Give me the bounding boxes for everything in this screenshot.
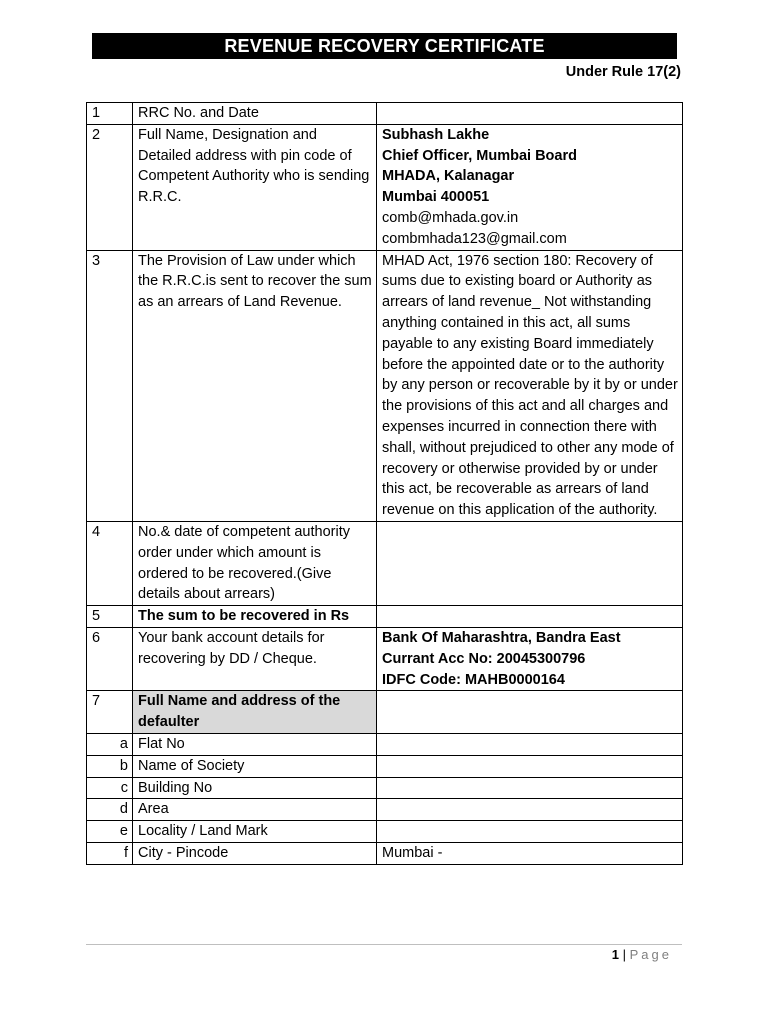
subrow-value bbox=[377, 821, 683, 843]
subrow-label: Flat No bbox=[133, 733, 377, 755]
row-number: 7 bbox=[87, 691, 133, 734]
table-row bbox=[87, 250, 683, 521]
page-word: Page bbox=[629, 947, 672, 962]
subrow-label: City - Pincode bbox=[133, 842, 377, 864]
row-number: 2 bbox=[87, 124, 133, 250]
table-row bbox=[87, 691, 683, 734]
law-provision-text: MHAD Act, 1976 section 180: Recovery of sums due to existing board or Authority as arrears of land revenue_ Not withstanding anything contained in this act, all sums payable to any existing Board immediately before the appointed date or to the authority by any person or recoverable by it by or under the provisions of this act and all charges and expenses incurred in connection there with shall, without prejudiced to other any mode of recovery or otherwise provided by or under this act, be recoverable as arrears of land revenue on this application of the authority. bbox=[377, 250, 683, 521]
subrow-letter: d bbox=[87, 799, 133, 821]
footer-divider bbox=[86, 944, 682, 945]
row-value bbox=[377, 103, 683, 125]
table-row bbox=[87, 606, 683, 628]
certificate-table bbox=[86, 102, 683, 865]
table-subrow bbox=[87, 821, 683, 843]
authority-address: MHADA, Kalanagar bbox=[382, 168, 515, 185]
subrow-letter: e bbox=[87, 821, 133, 843]
subrow-value: Mumbai - bbox=[377, 842, 683, 864]
row-label: RRC No. and Date bbox=[133, 103, 377, 125]
bank-account: Currant Acc No: 20045300796 bbox=[382, 650, 586, 667]
table-subrow bbox=[87, 733, 683, 755]
authority-details bbox=[377, 124, 683, 250]
row-label: Full Name, Designation and Detailed address with pin code of Competent Authority who is sending R.R.C. bbox=[133, 124, 377, 250]
authority-name: Subhash Lakhe bbox=[382, 126, 490, 143]
bank-details bbox=[377, 627, 683, 690]
row-label: The sum to be recovered in Rs bbox=[133, 606, 377, 628]
subrow-letter: f bbox=[87, 842, 133, 864]
subrow-letter: a bbox=[87, 733, 133, 755]
authority-email-primary: comb@mhada.gov.in bbox=[382, 209, 519, 226]
row-label: No.& date of competent authority order under which amount is ordered to be recovered.(Give details about arrears) bbox=[133, 521, 377, 605]
authority-city: Mumbai 400051 bbox=[382, 189, 490, 206]
subrow-value bbox=[377, 733, 683, 755]
subrow-value bbox=[377, 799, 683, 821]
table-subrow bbox=[87, 799, 683, 821]
page-number: 1 bbox=[611, 947, 619, 962]
row-label: The Provision of Law under which the R.R.C.is sent to recover the sum as an arrears of Land Revenue. bbox=[133, 250, 377, 521]
subrow-label: Building No bbox=[133, 777, 377, 799]
authority-designation: Chief Officer, Mumbai Board bbox=[382, 147, 577, 164]
row-number: 3 bbox=[87, 250, 133, 521]
subrow-letter: b bbox=[87, 755, 133, 777]
row-number: 6 bbox=[87, 627, 133, 690]
table-row bbox=[87, 103, 683, 125]
row-value bbox=[377, 521, 683, 605]
row-number: 4 bbox=[87, 521, 133, 605]
table-row bbox=[87, 627, 683, 690]
subrow-label: Locality / Land Mark bbox=[133, 821, 377, 843]
subrow-letter: c bbox=[87, 777, 133, 799]
authority-email-secondary: combmhada123@gmail.com bbox=[382, 230, 567, 247]
row-number: 5 bbox=[87, 606, 133, 628]
bank-code: IDFC Code: MAHB0000164 bbox=[382, 671, 565, 688]
subrow-value bbox=[377, 777, 683, 799]
subrow-value bbox=[377, 755, 683, 777]
page-footer bbox=[612, 947, 672, 962]
table-row bbox=[87, 124, 683, 250]
row-label: Your bank account details for recovering by DD / Cheque. bbox=[133, 627, 377, 690]
table-subrow bbox=[87, 842, 683, 864]
rule-reference: Under Rule 17(2) bbox=[565, 64, 681, 80]
bank-name: Bank Of Maharashtra, Bandra East bbox=[382, 629, 621, 646]
row-value bbox=[377, 606, 683, 628]
table-subrow bbox=[87, 777, 683, 799]
footer-separator: | bbox=[622, 947, 626, 962]
row-label: Full Name and address of the defaulter bbox=[133, 691, 377, 734]
row-number: 1 bbox=[87, 103, 133, 125]
table-row bbox=[87, 521, 683, 605]
subrow-label: Area bbox=[133, 799, 377, 821]
row-value bbox=[377, 691, 683, 734]
table-subrow bbox=[87, 755, 683, 777]
subrow-label: Name of Society bbox=[133, 755, 377, 777]
certificate-title: REVENUE RECOVERY CERTIFICATE bbox=[92, 33, 677, 59]
